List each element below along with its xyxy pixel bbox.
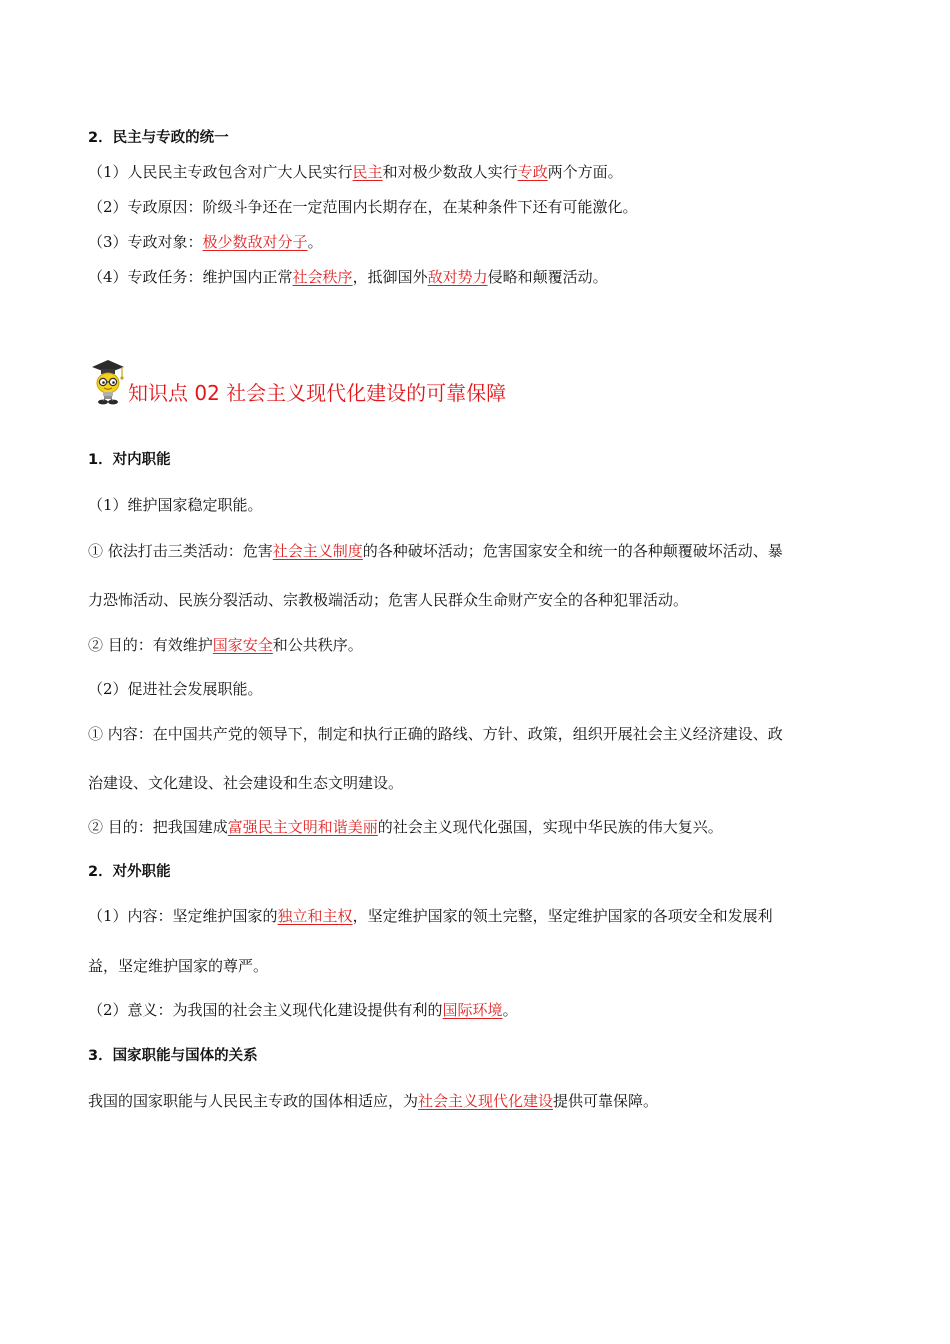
graduate-bulb-icon [88, 358, 126, 406]
highlight-term: 专政 [517, 163, 548, 181]
text: 治建设、文化建设、社会建设和生态文明建设。 [88, 774, 404, 792]
paragraph [88, 999, 868, 1021]
highlight-term: 民主 [352, 163, 383, 181]
paragraph [88, 196, 868, 218]
text: ② 目的：有效维护 [88, 636, 213, 654]
highlight-term: 社会秩序 [292, 268, 353, 286]
text: （2）专政原因：阶级斗争还在一定范围内长期存在，在某种条件下还有可能激化。 [88, 198, 638, 216]
highlight-term: 社会主义现代化建设 [418, 1092, 554, 1110]
paragraph [88, 723, 868, 745]
section-heading-unity: 2．民主与专政的统一 [88, 130, 229, 146]
text: 的各种破坏活动；危害国家安全和统一的各种颠覆破坏活动、暴 [362, 542, 783, 560]
text: 我国的国家职能与人民民主专政的国体相适应，为 [88, 1092, 419, 1110]
highlight-term: 极少数敌对分子 [202, 233, 308, 251]
highlight-term: 国家安全 [212, 636, 273, 654]
paragraph [88, 161, 868, 183]
paragraph [88, 816, 868, 838]
text: 力恐怖活动、民族分裂活动、宗教极端活动；危害人民群众生命财产安全的各种犯罪活动。 [88, 591, 689, 609]
text: 和公共秩序。 [272, 636, 363, 654]
text: （2）意义：为我国的社会主义现代化建设提供有利的 [88, 1001, 443, 1019]
highlight-term: 社会主义制度 [272, 542, 363, 560]
paragraph [88, 678, 868, 700]
paragraph [88, 772, 868, 794]
text: 。 [307, 233, 323, 251]
text: （2）促进社会发展职能。 [88, 680, 263, 698]
text: （1）人民民主专政包含对广大人民实行 [88, 163, 353, 181]
paragraph [88, 266, 868, 288]
text: ，抵御国外 [352, 268, 428, 286]
knowledge-point-title: 知识点 02 社会主义现代化建设的可靠保障 [128, 381, 507, 405]
text: 益，坚定维护国家的尊严。 [88, 957, 269, 975]
section-heading-relationship: 3．国家职能与国体的关系 [88, 1048, 258, 1064]
text: 的社会主义现代化强国，实现中华民族的伟大复兴。 [377, 818, 723, 836]
section-heading-external: 2．对外职能 [88, 864, 171, 880]
text: ，坚定维护国家的领土完整，坚定维护国家的各项安全和发展利 [352, 907, 773, 925]
text: （4）专政任务：维护国内正常 [88, 268, 293, 286]
highlight-term: 富强民主文明和谐美丽 [227, 818, 378, 836]
highlight-term: 独立和主权 [277, 907, 353, 925]
paragraph [88, 494, 868, 516]
text: 。 [502, 1001, 518, 1019]
text: 两个方面。 [547, 163, 623, 181]
text: （3）专政对象： [88, 233, 203, 251]
highlight-term: 敌对势力 [427, 268, 488, 286]
text: ② 目的：把我国建成 [88, 818, 228, 836]
knowledge-point-heading [88, 358, 788, 406]
paragraph [88, 634, 868, 656]
text: ① 依法打击三类活动：危害 [88, 542, 273, 560]
paragraph [88, 231, 868, 253]
text: 侵略和颠覆活动。 [487, 268, 608, 286]
paragraph [88, 1090, 868, 1112]
text: 和对极少数敌人实行 [382, 163, 518, 181]
section-heading-internal: 1．对内职能 [88, 452, 171, 468]
paragraph [88, 540, 868, 562]
paragraph [88, 905, 868, 927]
paragraph [88, 955, 868, 977]
text: ① 内容：在中国共产党的领导下，制定和执行正确的路线、方针、政策，组织开展社会主义经济建设、政 [88, 725, 783, 743]
paragraph [88, 589, 868, 611]
highlight-term: 国际环境 [442, 1001, 503, 1019]
text: （1）维护国家稳定职能。 [88, 496, 263, 514]
text: 提供可靠保障。 [553, 1092, 659, 1110]
text: （1）内容：坚定维护国家的 [88, 907, 278, 925]
